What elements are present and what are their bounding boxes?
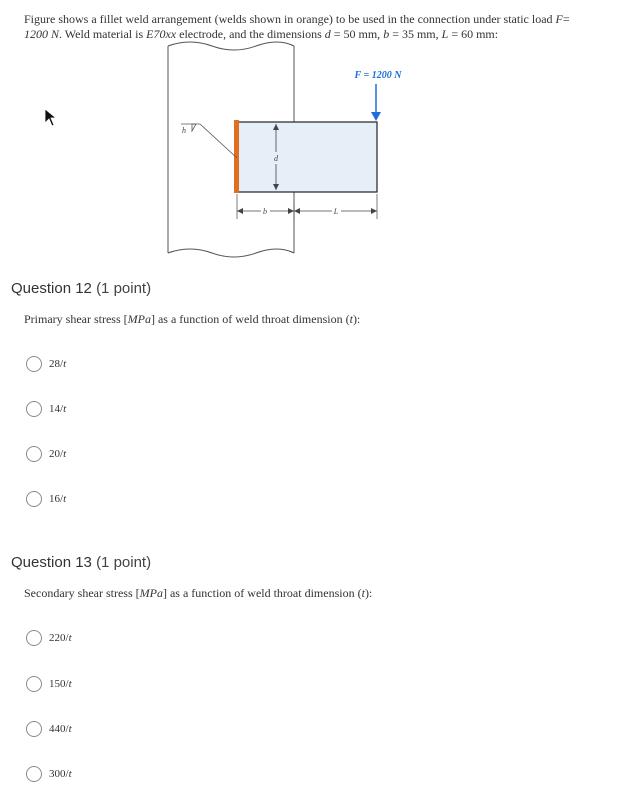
option-variable: t: [63, 358, 67, 370]
prompt-variable: t: [349, 312, 353, 326]
l-arrow-right: [371, 208, 377, 214]
option-label: [49, 358, 66, 370]
b-value: = 35 mm,: [389, 27, 442, 41]
option-value: 20/: [49, 448, 64, 460]
q13-option-3[interactable]: [26, 721, 72, 737]
prompt-text-2: ] as a function of weld throat dimension (: [150, 312, 350, 326]
question-number: Question 12: [11, 280, 92, 297]
l-symbol: L: [441, 27, 449, 41]
prompt-text: Secondary shear stress [: [24, 586, 140, 600]
option-label: [49, 723, 72, 735]
radio-button[interactable]: [26, 721, 42, 737]
option-value: 150/: [49, 678, 69, 690]
option-value: 16/: [49, 493, 64, 505]
option-variable: t: [68, 768, 72, 780]
option-variable: t: [63, 448, 67, 460]
intro-text: Figure shows a fillet weld arrangement (welds shown in orange) to be used in the connection under static load: [24, 12, 556, 26]
load-arrow-head: [371, 112, 381, 121]
q12-option-2[interactable]: [26, 401, 66, 417]
prompt-text-3: ):: [364, 586, 373, 600]
option-label: [49, 678, 72, 690]
radio-button[interactable]: [26, 401, 42, 417]
force-value: 1200 N: [24, 27, 60, 41]
radio-button[interactable]: [26, 446, 42, 462]
radio-button[interactable]: [26, 676, 42, 692]
d-dimension-label: d: [274, 154, 278, 163]
l-value: = 60 mm:: [448, 27, 499, 41]
prompt-unit: MPa: [139, 586, 163, 600]
attached-plate: [237, 122, 377, 192]
q12-option-4[interactable]: [26, 491, 66, 507]
prompt-text-3: ):: [352, 312, 361, 326]
q12-option-1[interactable]: [26, 356, 66, 372]
q13-option-4[interactable]: [26, 766, 72, 782]
b-symbol: b: [383, 27, 390, 41]
q13-option-2[interactable]: [26, 676, 72, 692]
column-break-bottom: [168, 249, 294, 257]
option-label: [49, 493, 66, 505]
option-label: [49, 403, 66, 415]
b-dimension-label: b: [263, 207, 267, 216]
radio-button[interactable]: [26, 630, 42, 646]
weld-size-label: h: [182, 126, 186, 135]
option-variable: t: [68, 723, 72, 735]
question-12-heading: [11, 280, 151, 297]
option-variable: t: [63, 493, 67, 505]
q13-option-1[interactable]: [26, 630, 72, 646]
weld-leader-line: [200, 124, 237, 158]
d-symbol: d: [324, 27, 331, 41]
radio-button[interactable]: [26, 491, 42, 507]
prompt-variable: t: [361, 586, 365, 600]
l-dimension-label: L: [333, 207, 339, 216]
l-arrow-left: [294, 208, 300, 214]
option-variable: t: [63, 403, 67, 415]
option-value: 440/: [49, 723, 69, 735]
question-13-heading: [11, 554, 151, 571]
b-arrow-right: [288, 208, 294, 214]
fillet-weld: [234, 120, 239, 193]
column-break-top: [168, 42, 294, 50]
option-label: [49, 448, 66, 460]
intro-text-2: . Weld material is: [59, 27, 147, 41]
option-variable: t: [68, 678, 72, 690]
question-13-prompt: [24, 586, 372, 601]
question-points: (1 point): [96, 554, 152, 571]
electrode-name: E70xx: [146, 27, 177, 41]
radio-button[interactable]: [26, 356, 42, 372]
load-label: F = 1200 N: [354, 70, 402, 81]
b-arrow-left: [237, 208, 243, 214]
option-value: 220/: [49, 632, 69, 644]
option-value: 300/: [49, 768, 69, 780]
intro-text-3: electrode, and the dimensions: [176, 27, 325, 41]
weld-figure: [0, 0, 628, 280]
prompt-text-2: ] as a function of weld throat dimension (: [162, 586, 362, 600]
option-label: [49, 632, 72, 644]
equals-sign: =: [562, 12, 570, 26]
mouse-cursor-icon: [44, 108, 58, 128]
option-label: [49, 768, 72, 780]
option-value: 28/: [49, 358, 64, 370]
force-symbol: F: [555, 12, 563, 26]
option-value: 14/: [49, 403, 64, 415]
fillet-weld-symbol: [192, 124, 196, 131]
prompt-unit: MPa: [127, 312, 151, 326]
radio-button[interactable]: [26, 766, 42, 782]
question-12-prompt: [24, 312, 360, 327]
d-value: = 50 mm,: [330, 27, 384, 41]
question-number: Question 13: [11, 554, 92, 571]
q12-option-3[interactable]: [26, 446, 66, 462]
prompt-text: Primary shear stress [: [24, 312, 128, 326]
option-variable: t: [68, 632, 72, 644]
question-points: (1 point): [96, 280, 152, 297]
